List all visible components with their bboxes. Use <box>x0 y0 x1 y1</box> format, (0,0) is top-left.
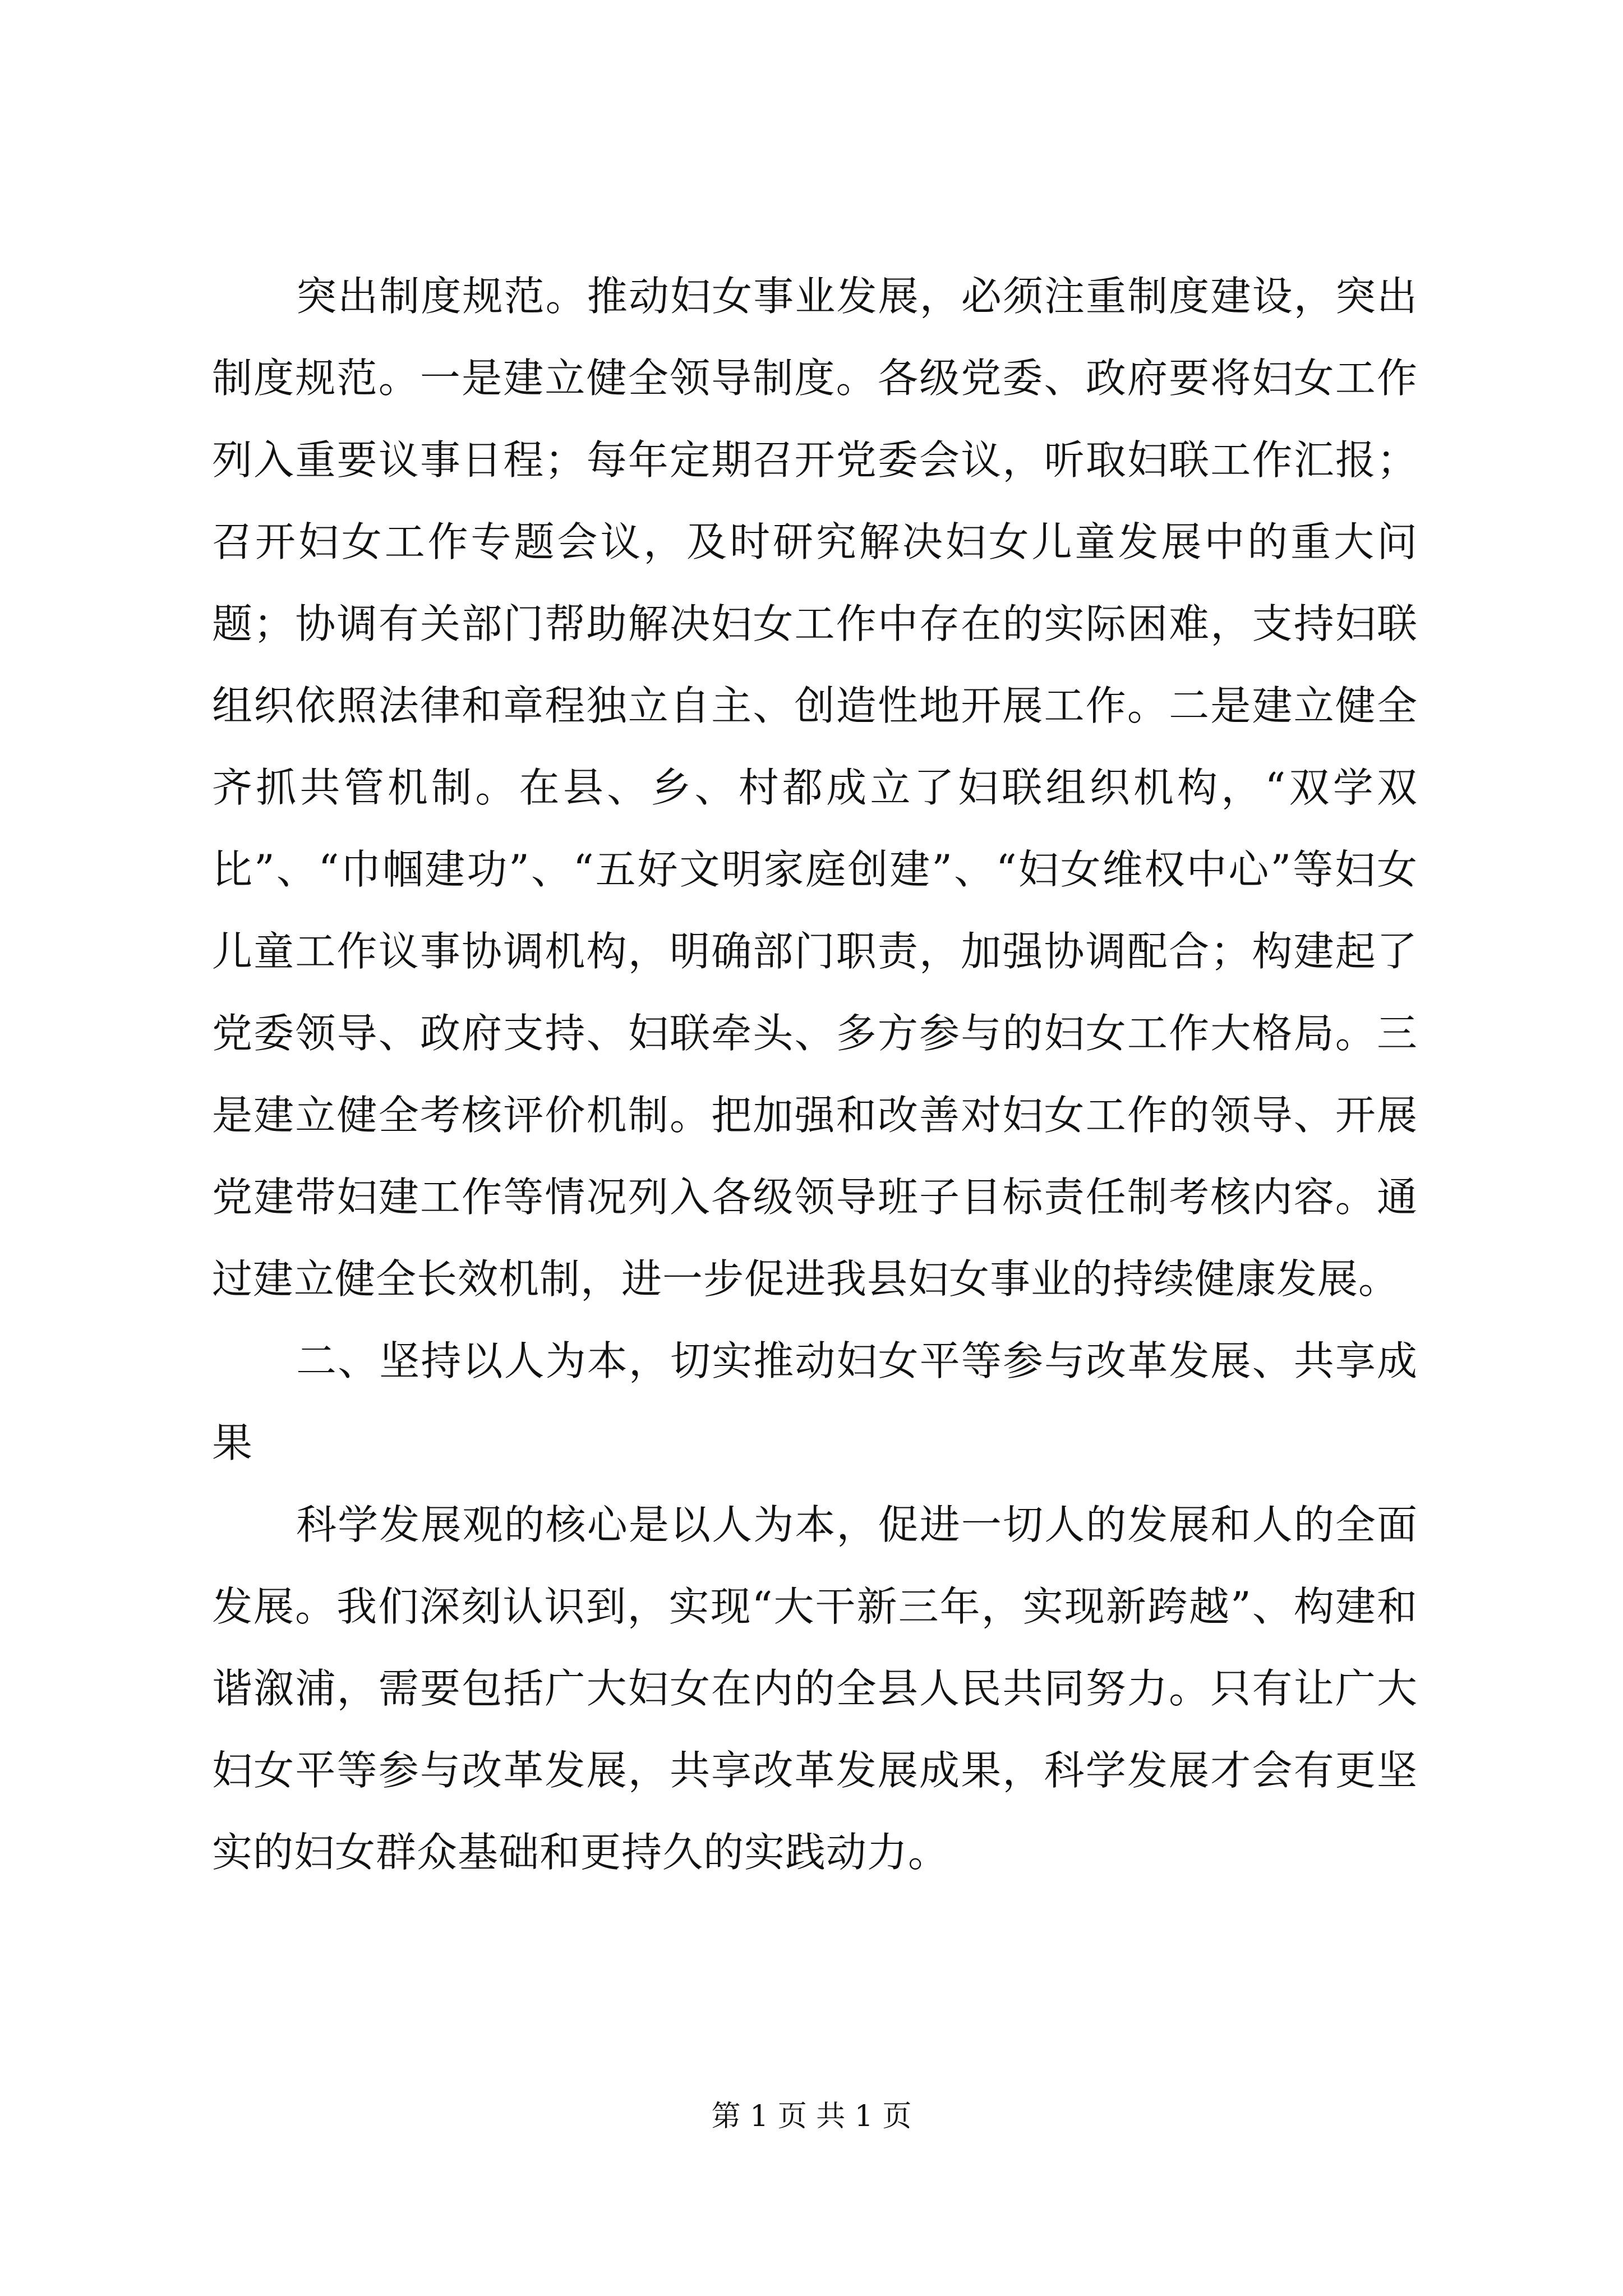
document-body <box>212 255 1418 1893</box>
paragraph-scientific-development: 科学发展观的核心是以人为本，促进一切人的发展和人的全面发展。我们深刻认识到，实现“大干新三年，实现新跨越”、构建和谐溆浦，需要包括广大妇女在内的全县人民共同努力。只有让广大妇女平等参与改革发展，共享改革发展成果，科学发展才会有更坚实的妇女群众基础和更持久的实践动力。 <box>212 1501 1418 1876</box>
page-footer: 第 1 页 共 1 页 <box>711 2100 912 2133</box>
section-heading: 二、坚持以人为本，切实推动妇女平等参与改革发展、共享成果 <box>212 1337 1418 1466</box>
paragraph-institution-norms: 突出制度规范。推动妇女事业发展，必须注重制度建设，突出制度规范。一是建立健全领导制度。各级党委、政府要将妇女工作列入重要议事日程；每年定期召开党委会议，听取妇联工作汇报；召开妇女工作专题会议，及时研究解决妇女儿童发展中的重大问题；协调有关部门帮助解决妇女工作中存在的实际困难，支持妇联组织依照法律和章程独立自主、创造性地开展工作。二是建立健全齐抓共管机制。在县、乡、村都成立了妇联组织机构，“双学双比”、“巾帼建功”、“五好文明家庭创建”、“妇女维权中心”等妇女儿童工作议事协调机构，明确部门职责，加强协调配合；构建起了党委领导、政府支持、妇联牵头、多方参与的妇女工作大格局。三是建立健全考核评价机制。把加强和改善对妇女工作的领导、开展党建带妇建工作等情况列入各级领导班子目标责任制考核内容。通过建立健全长效机制，进一步促进我县妇女事业的持续健康发展。 <box>212 273 1418 1303</box>
